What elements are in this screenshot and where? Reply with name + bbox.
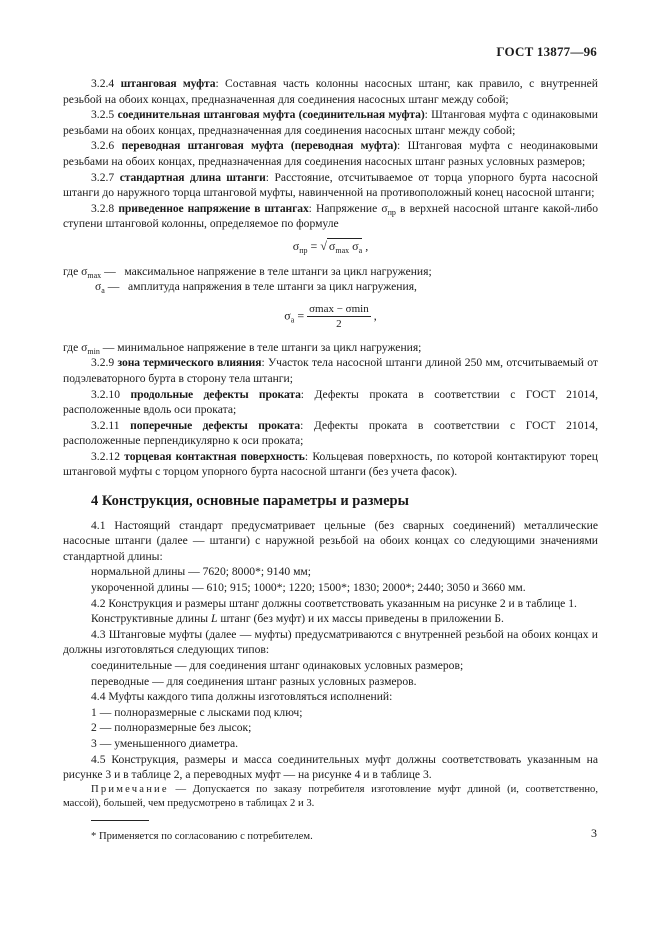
definition-3-2-8: 3.2.8 приведенное напряжение в штангах: Напряжение $\sigma_{пр}$ в верхней насосной штанге какой-либо ступени штанговой колонны, определяемое по формуле [63,201,598,231]
formula-reduced-stress: $\sigma_{пр}$ = √ $\sigma_{max}$ $\sigma_a$ , [292,238,369,255]
definition-3-2-10: 3.2.10 продольные дефекты проката: Дефекты проката в соответствии с ГОСТ 21014, расположенные вдоль оси проката; [63,387,598,417]
where-sigma-max: где $\sigma_{max}$ — максимальное напряжение в теле штанги за цикл нагружения; [63,264,432,280]
page-content [63,76,598,844]
coupling-type-connecting: соединительные — для соединения штанг одинаковых условных размеров; [91,659,464,672]
definition-3-2-12: 3.2.12 торцевая контактная поверхность: Кольцевая поверхность, по которой контактируют торец штанговой муфты с торцом упорного бурта насосной штанги (без учета фасок). [63,449,598,479]
version-3: 3 — уменьшенного диаметра. [91,736,239,750]
where-sigma-a: $\sigma_a$ — амплитуда напряжения в теле штанги за цикл нагружения, [95,280,417,296]
version-2: 2 — полноразмерные без лысок; [91,721,252,735]
definition-3-2-11: 3.2.11 поперечные дефекты проката: Дефекты проката в соответствии с ГОСТ 21014, расположенные перпендикулярно к оси проката; [63,418,598,448]
definition-3-2-6: 3.2.6 переводная штанговая муфта (переводная муфта): Штанговая муфта с неодинаковыми резьбами на обоих концах, предназначенная для соединения насосных штанг разных условных размеров; [63,139,598,168]
clause-4-2: 4.2 Конструкция и размеры штанг должны соответствовать указанным на рисунке 2 и в таблице 1. [91,596,577,610]
definition-3-2-7: 3.2.7 стандартная длина штанги: Расстояние, отсчитываемое от торца упорного бурта насосной штанги до наружного торца штанговой муфты, навинченной на противоположный конец насосной штанги; [63,170,598,200]
note: Примечание — Допускается по заказу потребителя изготовление муфт длиной (и, соответственно, массой), большей, чем предусмотрено в таблицах 2 и 3. [63,783,598,809]
coupling-type-adapter: переводные — для соединения штанг разных условных размеров. [91,674,417,688]
clause-4-2-lengths: Конструктивные длины L штанг (без муфт) и их массы приведены в приложении Б. [91,612,504,626]
version-1: 1 — полноразмерные с лысками под ключ; [91,705,303,719]
section-4-heading: 4 Конструкция, основные параметры и размеры [91,493,409,510]
footnote: * Применяется по согласованию с потребителем. [91,830,313,842]
footnote-divider [91,820,149,821]
normal-length-list-item: нормальной длины — 7620; 8000*; 9140 мм; [91,565,311,579]
clause-4-3: 4.3 Штанговые муфты (далее — муфты) предусматриваются с внутренней резьбой на обоих концах и должны изготовляться следующих типов: [63,627,598,657]
where-sigma-min: где $\sigma_{min}$ — минимальное напряжение в теле штанги за цикл нагружения; [63,340,422,356]
clause-4-4: 4.4 Муфты каждого типа должны изготовляться исполнений: [91,690,393,704]
short-length-list-item: укороченной длины — 610; 915; 1000*; 1220; 1500*; 1830; 2000*; 2440; 3050 и 3660 мм. [91,581,526,595]
standard-code-header: ГОСТ 13877—96 [496,44,597,59]
definition-3-2-4: 3.2.4 штанговая муфта: Составная часть колонны насосных штанг, как правило, с внутренней резьбой на обоих концах, предназначенная для соединения насосных штанг между собой; [63,77,599,106]
clause-4-1: 4.1 Настоящий стандарт предусматривает цельные (без сварных соединений) металлические насосные штанги (далее — штанги) с наружной резьбой на обоих концах со следующими значениями стандартной длины: [63,518,598,563]
formula-stress-amplitude: $\sigma_a$ = $\frac{\sigma\max - \sigma\min}{2}$ , [284,302,377,330]
page-number: 3 [591,826,597,840]
definition-3-2-9: 3.2.9 зона термического влияния: Участок тела насосной штанги длиной 250 мм, отсчитываемый от подэлеваторного бурта в сторону тела штанги; [63,356,598,385]
clause-4-5: 4.5 Конструкция, размеры и масса соединительных муфт должны соответствовать указанным на рисунке 3 и в таблице 2, а переводных муфт — на рисунке 4 и в таблице 3. [63,752,598,782]
definition-3-2-5: 3.2.5 соединительная штанговая муфта (соединительная муфта): Штанговая муфта с одинаковыми резьбами на обоих концах, предназначенная для соединения насосных штанг между собой; [63,108,598,137]
